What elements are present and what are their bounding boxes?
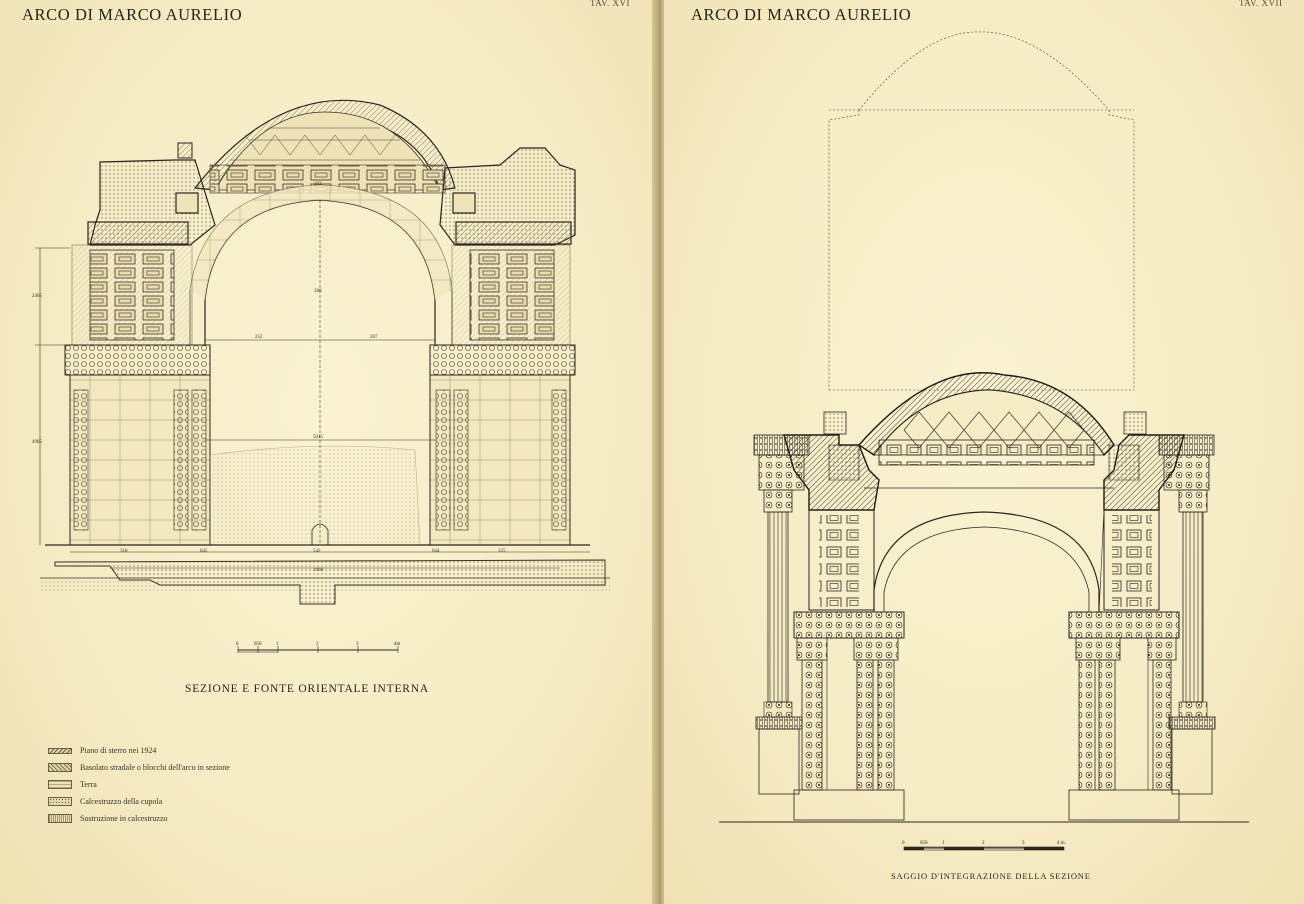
scale-label-4: 3 <box>1022 841 1025 846</box>
legend-label: Basolato stradale o blocchi dell'arco in sezione <box>80 763 230 772</box>
dim-pier-right: 044 <box>432 549 440 554</box>
scale-label-5: 4m <box>394 642 401 647</box>
scale-label-5: 4 m. <box>1057 841 1066 846</box>
scale-label-1: 050 <box>920 841 928 846</box>
dim-arch-height: 280 <box>314 289 322 294</box>
dim-total-height: 2465 <box>32 294 42 299</box>
dim-base-left: 318 <box>120 549 128 554</box>
legend-swatch <box>48 780 72 789</box>
scale-label-1: 050 <box>254 642 262 647</box>
legend-label: Calcestruzzo della cupola <box>80 797 163 806</box>
scale-label-3: 2 <box>316 642 319 647</box>
legend-label: Terra <box>80 780 97 789</box>
right-page <box>664 0 1304 904</box>
scale-label-4: 3 <box>356 642 359 647</box>
caption-right: SAGGIO D'INTEGRAZIONE DELLA SEZIONE <box>891 871 1091 881</box>
dim-opening: 5015 <box>313 435 323 440</box>
section-drawing <box>0 0 656 670</box>
scale-bar-right <box>902 841 1066 850</box>
legend-item-sterro <box>48 742 230 759</box>
legend-swatch <box>48 763 72 772</box>
dim-overall: 1668 <box>313 568 323 573</box>
dim-lower-height: 4985 <box>32 440 42 445</box>
dim-half-right: 287 <box>370 335 378 340</box>
legend-label: Piano di sterro nei 1924 <box>80 746 157 755</box>
scale-label-2: 1 <box>276 642 279 647</box>
scale-label-3: 2 <box>982 841 985 846</box>
plate-number-left: TAV. XVI <box>590 0 630 8</box>
running-head-left: ARCO DI MARCO AURELIO <box>22 5 243 24</box>
dim-center-bay: 542 <box>313 549 321 554</box>
scale-label-0: 0 <box>236 642 239 647</box>
scale-bar-left <box>236 642 401 653</box>
dim-half-left: 252 <box>255 335 263 340</box>
legend-swatch <box>48 748 72 754</box>
legend-item-basolato <box>48 759 230 776</box>
scale-label-2: 1 <box>942 841 945 846</box>
scale-label-0: 0 <box>902 841 905 846</box>
legend <box>48 742 230 827</box>
legend-item-sostruzione <box>48 810 230 827</box>
reconstruction-drawing <box>664 0 1304 860</box>
legend-item-terra <box>48 776 230 793</box>
caption-left: SEZIONE E FONTE ORIENTALE INTERNA <box>185 683 429 695</box>
dim-vault-top: 202 <box>314 182 322 187</box>
legend-swatch <box>48 797 72 806</box>
legend-swatch <box>48 814 72 823</box>
legend-label: Sostruzione in calcestruzzo <box>80 814 168 823</box>
plate-number-right: TAV. XVII <box>1239 0 1283 8</box>
dim-pier-left: 045 <box>200 549 208 554</box>
dim-base-right: 325 <box>498 549 506 554</box>
running-head-right: ARCO DI MARCO AURELIO <box>691 5 912 24</box>
legend-item-calcestruzzo <box>48 793 230 810</box>
